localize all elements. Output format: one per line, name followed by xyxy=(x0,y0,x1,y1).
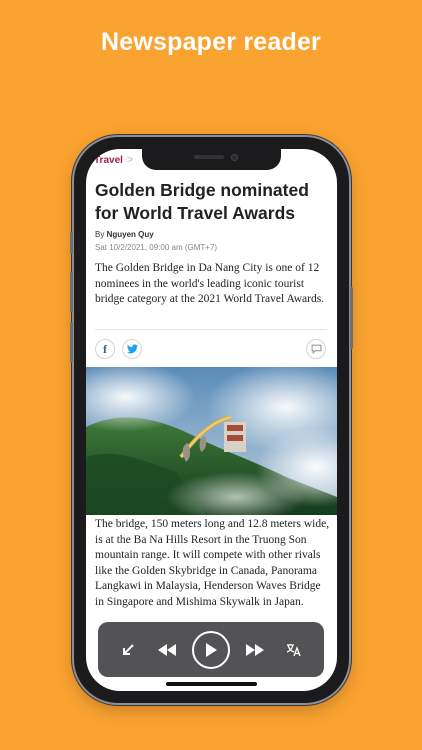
fast-forward-icon xyxy=(246,644,264,656)
collapse-icon xyxy=(121,643,135,657)
article-photo[interactable] xyxy=(86,367,337,515)
rewind-icon xyxy=(158,644,176,656)
rewind-button[interactable] xyxy=(153,636,181,664)
audio-player xyxy=(98,622,324,677)
notch xyxy=(142,149,281,170)
promo-title: Newspaper reader xyxy=(101,28,321,56)
comment-icon xyxy=(311,344,322,354)
divider xyxy=(95,329,327,330)
collapse-button[interactable] xyxy=(114,636,142,664)
volume-down-button xyxy=(70,322,73,362)
article-lead: The Golden Bridge in Da Nang City is one of 12 nominees in the world's leading iconic tourist bridge category at the 2021 World Travel Awards. xyxy=(95,262,325,306)
category-label[interactable]: Travel xyxy=(94,155,123,166)
byline xyxy=(95,230,154,239)
power-button xyxy=(350,287,353,349)
twitter-share-button[interactable] xyxy=(122,339,142,359)
breadcrumb[interactable] xyxy=(94,154,133,166)
comment-button[interactable] xyxy=(306,339,326,359)
facebook-share-button[interactable] xyxy=(95,339,115,359)
byline-prefix: By xyxy=(95,230,105,239)
author-name[interactable]: Nguyen Quy xyxy=(106,230,154,239)
twitter-icon xyxy=(127,344,138,354)
translate-button[interactable] xyxy=(280,636,308,664)
play-button[interactable] xyxy=(192,631,230,669)
phone-screen xyxy=(86,149,337,691)
phone-frame xyxy=(74,137,349,703)
translate-icon xyxy=(286,643,302,657)
play-icon xyxy=(204,642,218,658)
volume-up-button xyxy=(70,272,73,312)
speaker xyxy=(194,155,224,159)
article-body: The bridge, 150 meters long and 12.8 meters wide, is at the Ba Na Hills Resort in the Truong Son mountain range. It will compete with other rivals like the Golden Skybridge in Canada, Panorama Langkawi in Malaysia, Henderson Waves Bridge in Singapore and Mishima Skywalk in Japan. xyxy=(95,518,330,608)
home-indicator[interactable] xyxy=(166,682,257,686)
fast-forward-button[interactable] xyxy=(241,636,269,664)
mute-switch xyxy=(70,232,73,254)
chevron-right-icon: > xyxy=(126,154,134,166)
facebook-icon: f xyxy=(103,341,107,356)
article-headline: Golden Bridge nominated for World Travel Awards xyxy=(95,180,309,223)
front-camera xyxy=(231,154,238,161)
publish-date: Sat 10/2/2021, 09:00 am (GMT+7) xyxy=(95,243,218,252)
